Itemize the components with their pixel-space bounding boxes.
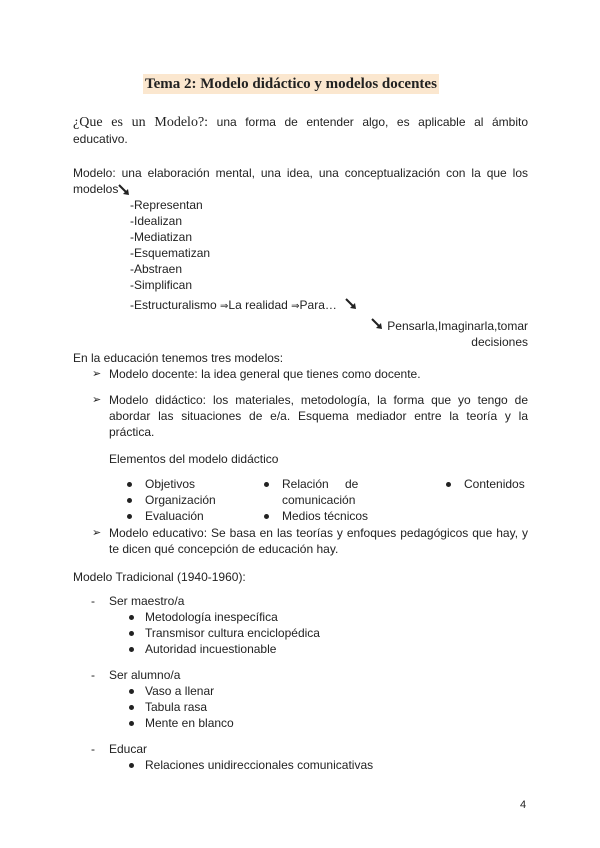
elemento-item: comunicación: [282, 493, 356, 507]
arrow-down-right-icon: [345, 298, 357, 310]
bullet-dot-icon: [127, 482, 132, 487]
arrowhead-bullet-icon: ➢: [92, 527, 102, 539]
intro-paragraph: [73, 113, 528, 132]
verb-item: -Mediatizan: [130, 230, 193, 244]
elemento-item: Contenidos: [464, 477, 525, 491]
bullet-dot-icon: [129, 689, 134, 694]
dash-bullet-icon: -: [91, 742, 95, 756]
group-label: Educar: [109, 742, 148, 756]
bullet-dot-icon: [264, 514, 269, 519]
elemento-item: Organización: [145, 493, 216, 507]
modelo-educativo-line2: te dicen qué concepción de educación hay.: [109, 542, 339, 556]
bullet-dot-icon: [129, 647, 134, 652]
verb-list: [130, 197, 210, 293]
dash-bullet-icon: -: [91, 594, 95, 608]
list-item: Mente en blanco: [145, 716, 234, 730]
bullet-dot-icon: [129, 631, 134, 636]
modelo-didactico-line2: abordar las situaciones de e/a. Esquema mediador entre la teoría y la: [109, 409, 528, 423]
elementos-title: Elementos del modelo didáctico: [109, 452, 279, 466]
list-item: Relaciones unidireccionales comunicativas: [145, 758, 374, 772]
modelo-def-line1: Modelo: una elaboración mental, una idea, una conceptualización con la que los: [73, 166, 528, 180]
elemento-de: de: [345, 477, 359, 491]
bullet-dot-icon: [264, 482, 269, 487]
bullet-dot-icon: [129, 763, 134, 768]
bullet-dot-icon: [129, 705, 134, 710]
group-label: Ser alumno/a: [109, 668, 181, 682]
bullet-dot-icon: [129, 721, 134, 726]
elemento-item: Objetivos: [145, 477, 196, 491]
modelo-didactico-line1: Modelo didáctico: los materiales, metodología, la forma que yo tengo de: [109, 393, 528, 407]
pensarla-line2: decisiones: [471, 335, 528, 349]
intro-answer-line1: una forma de entender algo, es aplicable al ámbito: [216, 115, 529, 129]
elemento-item: Medios técnicos: [282, 509, 369, 523]
arrow-down-right-icon: [118, 184, 130, 196]
para-label: Para…: [299, 298, 337, 312]
page-title: Tema 2: Modelo didáctico y modelos docentes: [145, 76, 437, 92]
page-number: 4: [520, 799, 527, 811]
pensarla-line1: Pensarla,Imaginarla,tomar: [387, 319, 528, 333]
list-item: Tabula rasa: [145, 700, 208, 714]
double-arrow-icon: ⇒: [291, 301, 300, 312]
modelo-docente: Modelo docente: la idea general que tienes como docente.: [109, 367, 421, 381]
elemento-item: [282, 476, 329, 492]
list-item: Transmisor cultura enciclopédica: [145, 626, 320, 640]
verb-item: -Simplifican: [130, 278, 193, 292]
modelo-educativo-line1: Modelo educativo: Se basa en las teorías y enfoques pedagógicos que hay, y: [109, 526, 528, 540]
arrowhead-bullet-icon: ➢: [92, 368, 102, 380]
group-label: Ser maestro/a: [109, 594, 185, 608]
modelo-def-line2-wrap: [73, 181, 130, 197]
estructuralismo-label: -Estructuralismo: [130, 298, 217, 312]
verb-item: -Abstraen: [130, 262, 183, 276]
intro-answer-line2: educativo.: [73, 132, 128, 146]
bullet-dot-icon: [127, 498, 132, 503]
arrow-down-right-icon: [371, 318, 383, 330]
modelo-didactico-line3: práctica.: [109, 425, 155, 439]
list-item: Metodología inespecífica: [145, 610, 278, 624]
arrowhead-bullet-icon: ➢: [92, 394, 102, 406]
verb-item: -Representan: [130, 198, 203, 212]
educacion-intro: En la educación tenemos tres modelos:: [73, 351, 284, 365]
verb-item: -Idealizan: [130, 214, 183, 228]
bullet-dot-icon: [446, 482, 451, 487]
modelo-def-line2: modelos: [73, 182, 119, 196]
bullet-dot-icon: [129, 615, 134, 620]
estructuralismo-line: [130, 297, 337, 315]
list-item: Autoridad incuestionable: [145, 642, 277, 656]
dash-bullet-icon: -: [91, 668, 95, 682]
tradicional-heading: Modelo Tradicional (1940-1960):: [73, 570, 246, 584]
intro-question: ¿Que es un Modelo?:: [73, 115, 209, 130]
verb-item: -Esquematizan: [130, 246, 211, 260]
double-arrow-icon: ⇒: [220, 301, 229, 312]
list-item: Vaso a llenar: [145, 684, 215, 698]
bullet-dot-icon: [127, 514, 132, 519]
realidad-label: La realidad: [228, 298, 288, 312]
elemento-item: Evaluación: [145, 509, 204, 523]
elemento-relacion: Relación: [282, 477, 329, 491]
